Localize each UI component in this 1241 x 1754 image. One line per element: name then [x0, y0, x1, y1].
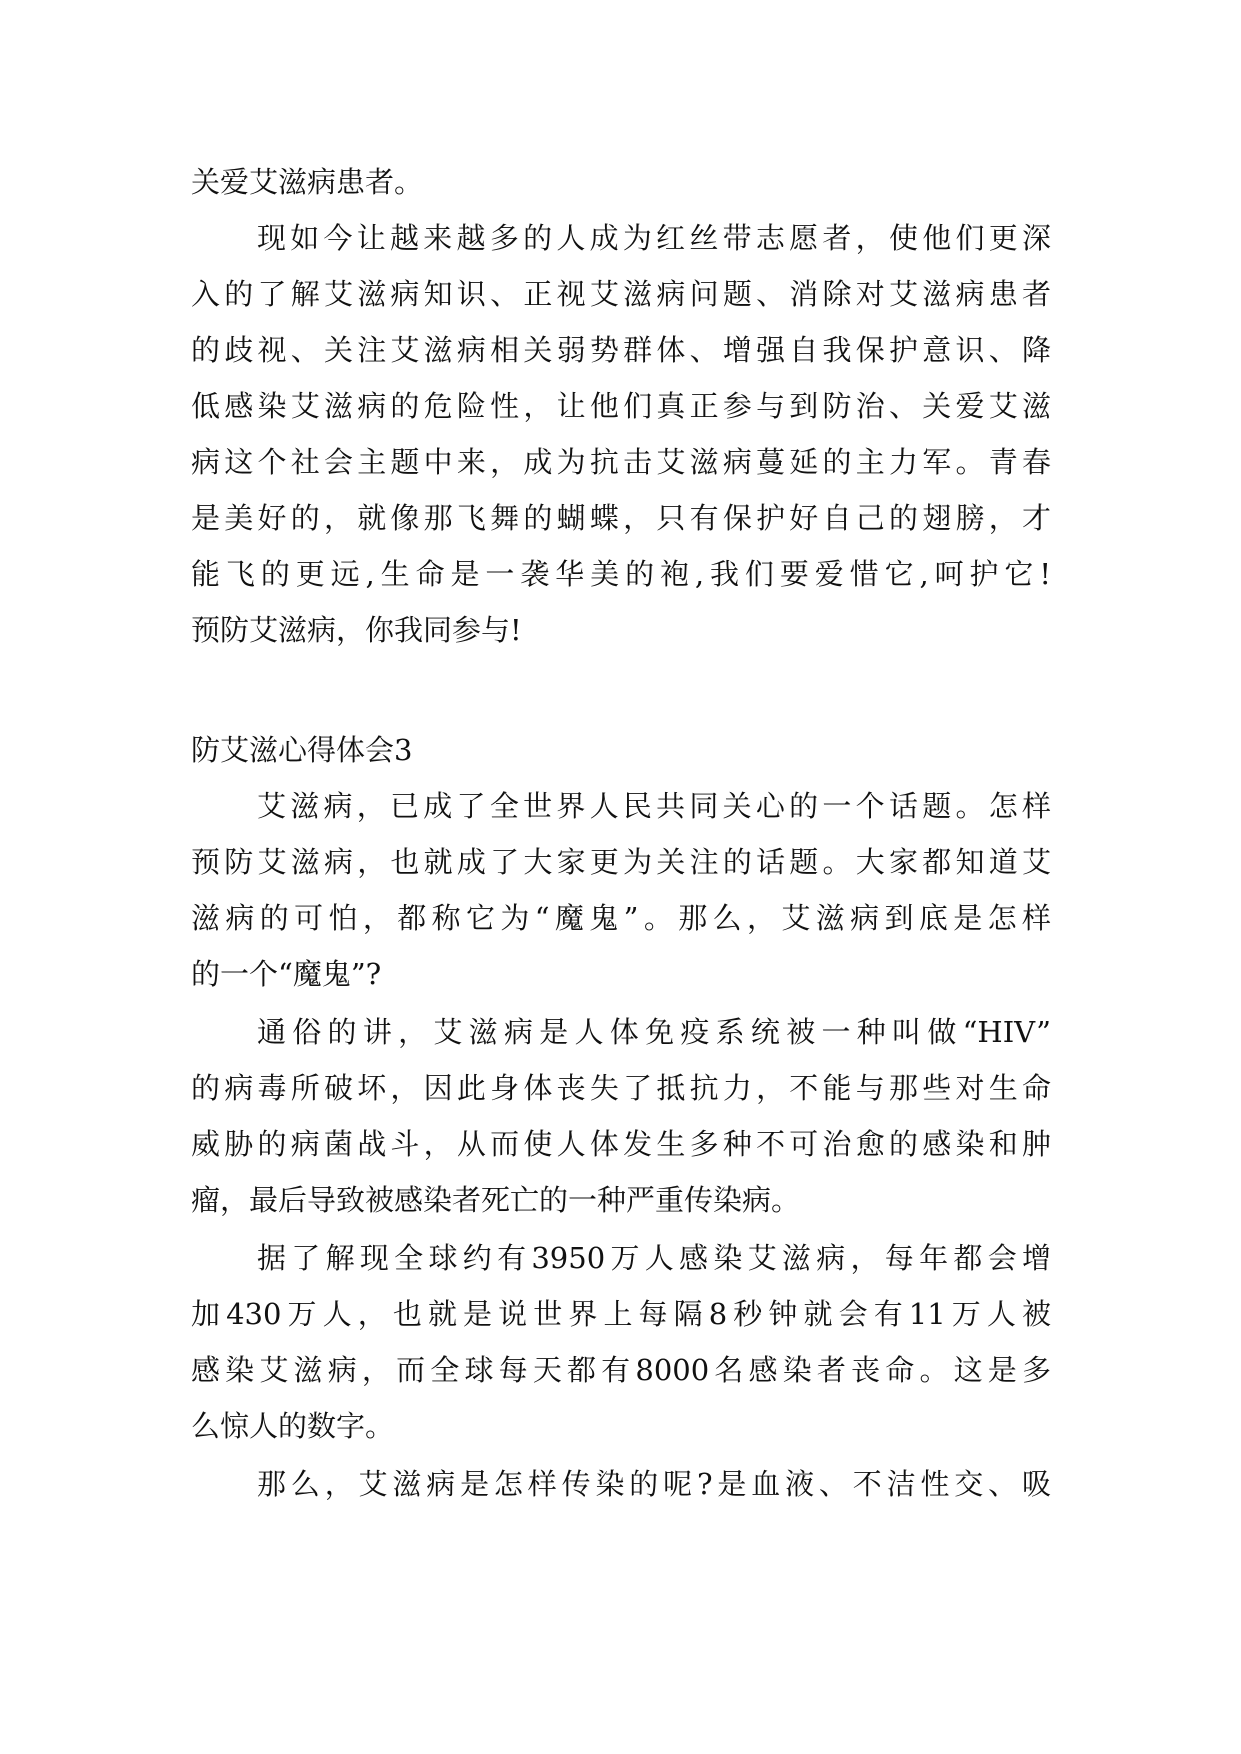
paragraph-line: 现如今让越来越多的人成为红丝带志愿者，使他们更深: [257, 221, 1051, 255]
paragraph-line: 通俗的讲，艾滋病是人体免疫系统被一种叫做“HIV”: [257, 1015, 1051, 1049]
paragraph-line: 预防艾滋病，你我同参与!: [191, 613, 522, 647]
paragraph-line: 预防艾滋病，也就成了大家更为关注的话题。大家都知道艾: [191, 845, 1051, 879]
paragraph-line: 的一个“魔鬼”?: [191, 957, 382, 991]
paragraph-line: 低感染艾滋病的危险性，让他们真正参与到防治、关爱艾滋: [191, 389, 1051, 423]
paragraph-line: 滋病的可怕，都称它为“魔鬼”。那么，艾滋病到底是怎样: [191, 901, 1051, 935]
paragraph-line: 么惊人的数字。: [191, 1409, 395, 1443]
paragraph-line: 威胁的病菌战斗，从而使人体发生多种不可治愈的感染和肿: [191, 1127, 1051, 1161]
paragraph-line: 那么，艾滋病是怎样传染的呢?是血液、不洁性交、吸: [257, 1467, 1051, 1501]
paragraph-line: 瘤，最后导致被感染者死亡的一种严重传染病。: [191, 1183, 801, 1217]
paragraph-line: 关爱艾滋病患者。: [191, 165, 424, 199]
paragraph-line: 艾滋病，已成了全世界人民共同关心的一个话题。怎样: [257, 789, 1051, 823]
document-body: [191, 150, 1051, 1600]
paragraph-line: 病这个社会主题中来，成为抗击艾滋病蔓延的主力军。青春: [191, 445, 1051, 479]
paragraph-line: 加430万人，也就是说世界上每隔8秒钟就会有11万人被: [191, 1297, 1051, 1331]
paragraph-line: 能飞的更远,生命是一袭华美的袍,我们要爱惜它,呵护它!: [191, 557, 1051, 591]
paragraph-line: 是美好的，就像那飞舞的蝴蝶，只有保护好自己的翅膀，才: [191, 501, 1051, 535]
paragraph-line: 入的了解艾滋病知识、正视艾滋病问题、消除对艾滋病患者: [191, 277, 1051, 311]
section-heading: 防艾滋心得体会3: [191, 733, 413, 767]
paragraph-line: 的病毒所破坏，因此身体丧失了抵抗力，不能与那些对生命: [191, 1071, 1051, 1105]
paragraph-line: 感染艾滋病，而全球每天都有8000名感染者丧命。这是多: [191, 1353, 1051, 1387]
paragraph-line: 的歧视、关注艾滋病相关弱势群体、增强自我保护意识、降: [191, 333, 1051, 367]
paragraph-line: 据了解现全球约有3950万人感染艾滋病，每年都会增: [257, 1241, 1051, 1275]
